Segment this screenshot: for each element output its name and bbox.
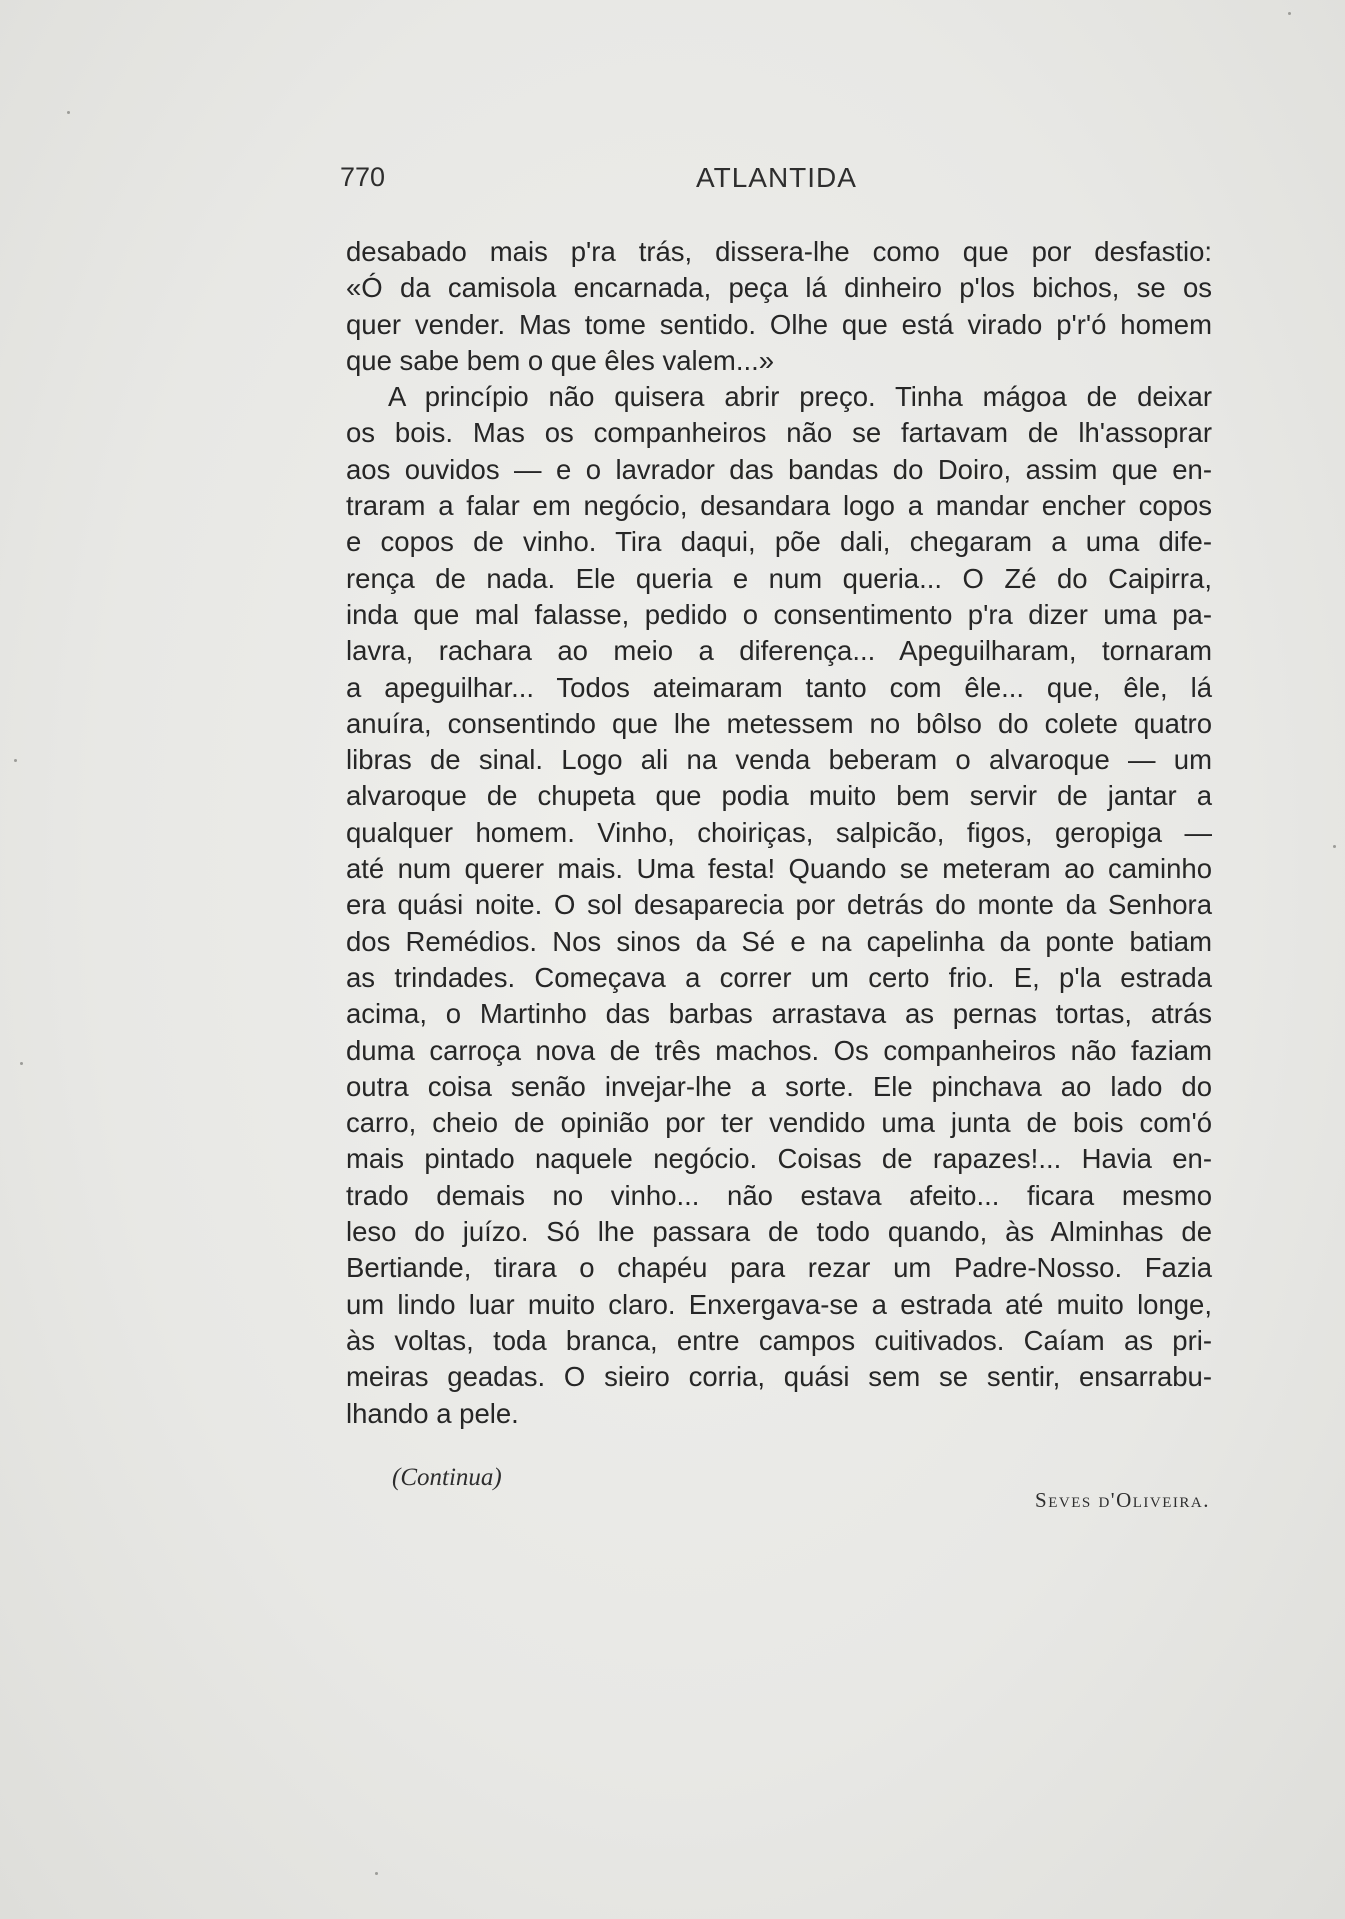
text-line: duma carroça nova de três machos. Os companheiros não faziam xyxy=(346,1034,1212,1066)
text-line: a apeguilhar... Todos ateimaram tanto com êle... que, êle, lá xyxy=(346,671,1212,703)
paper-speck xyxy=(20,1062,23,1065)
text-line: qualquer homem. Vinho, choiriças, salpicão, figos, geropiga — xyxy=(346,816,1212,848)
text-line: mais pintado naquele negócio. Coisas de rapazes!... Havia en- xyxy=(346,1143,1212,1175)
text-line: lavra, rachara ao meio a diferença... Apeguilharam, tornaram xyxy=(346,635,1212,667)
text-line: Bertiande, tirara o chapéu para rezar um Padre-Nosso. Fazia xyxy=(346,1252,1212,1284)
author-signature: Seves d'Oliveira. xyxy=(1035,1488,1210,1512)
text-line: anuíra, consentindo que lhe metessem no bôlso do colete quatro xyxy=(346,707,1212,739)
text-line: aos ouvidos — e o lavrador das bandas do Doiro, assim que en- xyxy=(346,453,1212,485)
paper-speck xyxy=(1288,12,1291,15)
paper-speck xyxy=(1333,845,1336,848)
text-line: outra coisa senão invejar-lhe a sorte. Ele pinchava ao lado do xyxy=(346,1070,1212,1102)
text-line: alvaroque de chupeta que podia muito bem servir de jantar a xyxy=(346,780,1212,812)
text-line: dos Remédios. Nos sinos da Sé e na capelinha da ponte batiam xyxy=(346,925,1212,957)
text-line: A princípio não quisera abrir preço. Tinha mágoa de deixar xyxy=(388,381,1212,413)
text-line: e copos de vinho. Tira daqui, põe dali, chegaram a uma dife- xyxy=(346,526,1212,558)
running-title: ATLANTIDA xyxy=(696,162,857,193)
paper-speck xyxy=(375,1872,378,1875)
text-line: «Ó da camisola encarnada, peça lá dinheiro p'los bichos, se os xyxy=(346,272,1212,304)
page-footer xyxy=(340,1464,1210,1524)
text-line: as trindades. Começava a correr um certo frio. E, p'la estrada xyxy=(346,961,1212,993)
text-line: meiras geadas. O sieiro corria, quási sem se sentir, ensarrabu- xyxy=(346,1361,1212,1393)
text-line: um lindo luar muito claro. Enxergava-se a estrada até muito longe, xyxy=(346,1288,1212,1320)
text-line: traram a falar em negócio, desandara logo a mandar encher copos xyxy=(346,490,1212,522)
text-line: leso do juízo. Só lhe passara de todo quando, às Alminhas de xyxy=(346,1216,1212,1248)
body-text xyxy=(346,234,1212,1432)
text-line: desabado mais p'ra trás, dissera-lhe como que por desfastio: xyxy=(346,236,1212,267)
continua-note: (Continua) xyxy=(392,1464,502,1491)
text-line: quer vender. Mas tome sentido. Olhe que está virado p'r'ó homem xyxy=(346,308,1212,340)
text-line: os bois. Mas os companheiros não se fartavam de lh'assoprar xyxy=(346,417,1212,449)
text-line: às voltas, toda branca, entre campos cuitivados. Caíam as pri- xyxy=(346,1324,1212,1356)
page-header xyxy=(340,162,1200,202)
text-line: até num querer mais. Uma festa! Quando se meteram ao caminho xyxy=(346,853,1212,885)
text-line: lhando a pele. xyxy=(346,1397,519,1429)
text-line: inda que mal falasse, pedido o consentimento p'ra dizer uma pa- xyxy=(346,598,1212,630)
paper-speck xyxy=(14,759,17,762)
text-line: era quási noite. O sol desaparecia por detrás do monte da Senhora xyxy=(346,889,1212,921)
text-line: trado demais no vinho... não estava afeito... ficara mesmo xyxy=(346,1179,1212,1211)
text-line: acima, o Martinho das barbas arrastava as pernas tortas, atrás xyxy=(346,998,1212,1030)
text-line: que sabe bem o que êles valem...» xyxy=(346,344,775,376)
paper-speck xyxy=(67,111,70,114)
text-line: rença de nada. Ele queria e num queria... O Zé do Caipirra, xyxy=(346,562,1212,594)
text-line: carro, cheio de opinião por ter vendido uma junta de bois com'ó xyxy=(346,1107,1212,1139)
page-number: 770 xyxy=(340,162,386,192)
text-line: libras de sinal. Logo ali na venda beberam o alvaroque — um xyxy=(346,744,1212,776)
